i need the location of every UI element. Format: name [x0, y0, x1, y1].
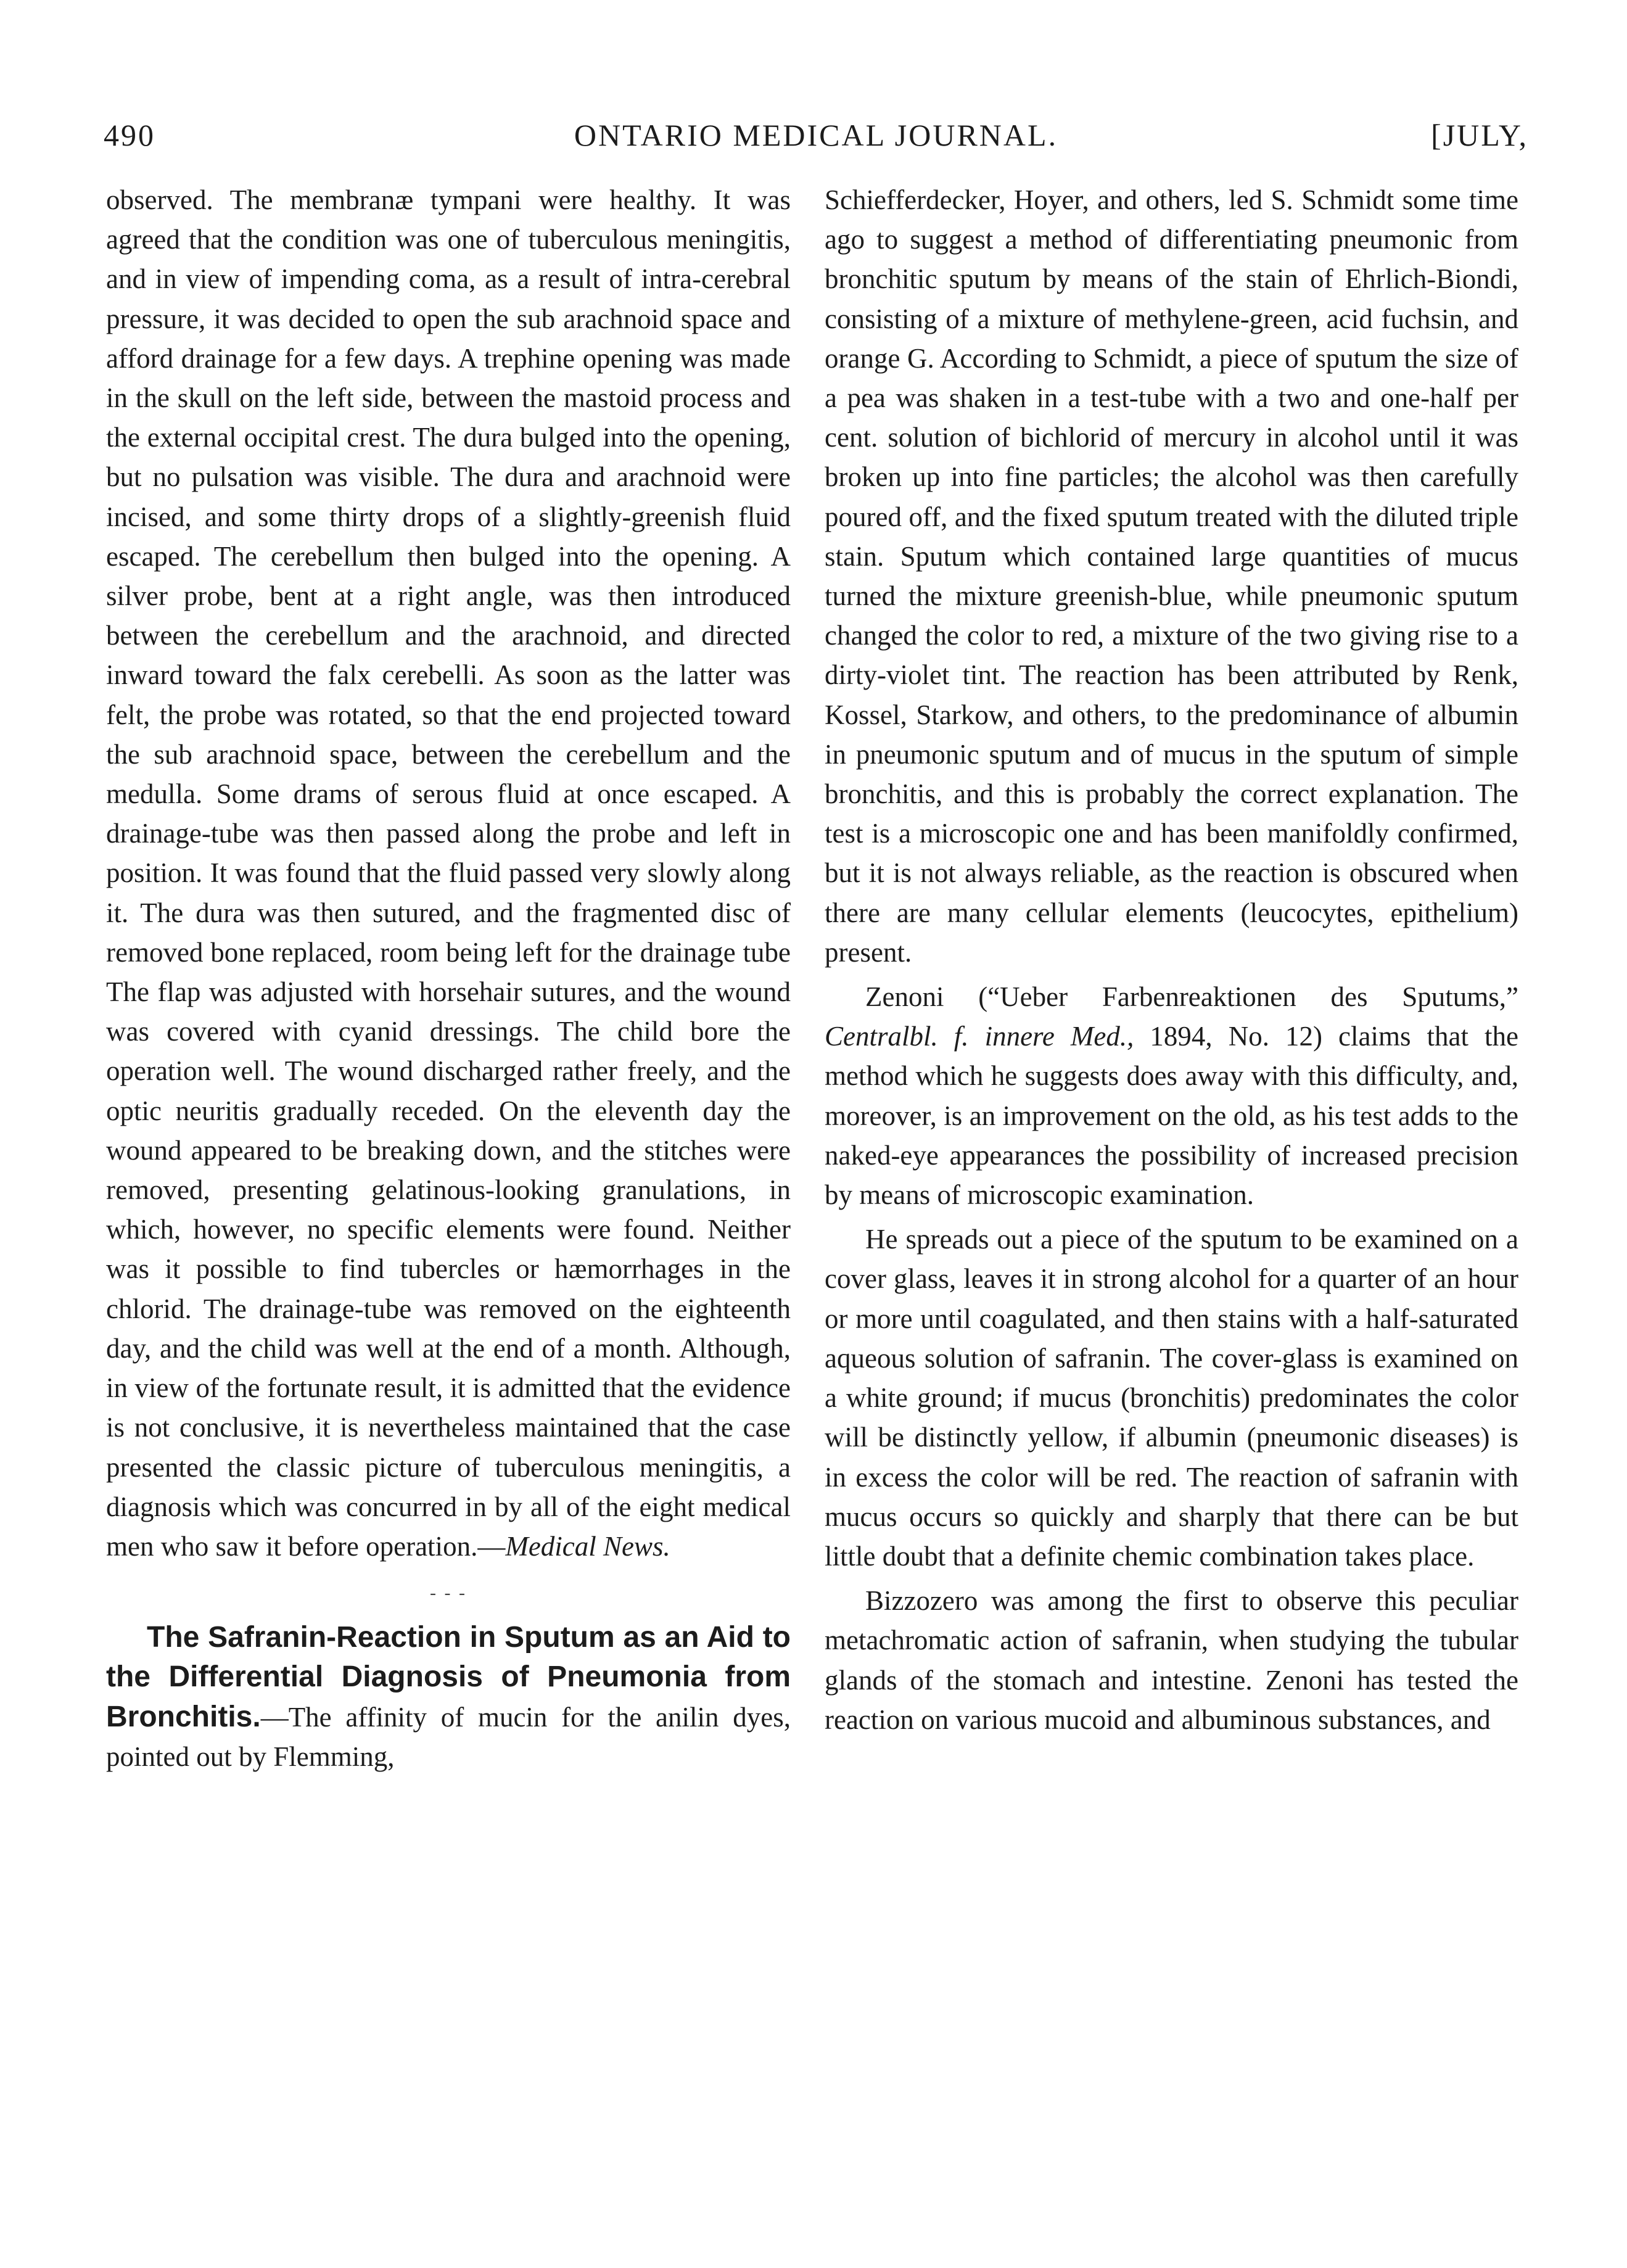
zenoni-claims-text: 1894, No. 12) claims that the method which he suggests does away with this difficulty, and, moreover, is an improvement on the old, as his test adds to the naked-eye appearances the possibility of increased precision by means of microscopic examination.	[825, 1021, 1519, 1211]
zenoni-citation: Zenoni (“Ueber Farbenreaktionen des Sputums,”	[865, 981, 1518, 1013]
paragraph-safranin-method: He spreads out a piece of the sputum to be examined on a cover glass, leaves it in strong alcohol for a quarter of an hour or more until coagulated, and then stains with a half-saturated aqueous solution of safranin. The cover-glass is examined on a white ground; if mucus (bronchitis) predominates the color will be distinctly yellow, if albumin (pneumonic diseases) is in excess the color will be red. The reaction of safranin with mucus occurs so quickly and sharply that there can be but little doubt that a definite chemic combination takes place.	[825, 1224, 1518, 1572]
article-title: The Safranin-Reaction in Sputum as an Aid to the Differential Diagnosis of Pneumonia from Bronchitis.	[106, 1621, 791, 1733]
issue-month: [JULY,	[1431, 118, 1528, 152]
journal-citation: Centralbl. f. innere Med.,	[825, 1021, 1134, 1052]
paragraph-schmidt-method: Schiefferdecker, Hoyer, and others, led S. Schmidt some time ago to suggest a method of differentiating pneumonic from bronchitic sputum by means of the stain of Ehrlich-Biondi, consisting of a mixture of methylene-green, acid fuchsin, and orange G. According to Schmidt, a piece of sputum the size of a pea was shaken in a test-tube with a two and one-half per cent. solution of bichlorid of mercury in alcohol until it was broken up into fine particles; the alcohol was then carefully poured off, and the fixed sputum treated with the diluted triple stain. Sputum which contained large quantities of mucus turned the mixture greenish-blue, while pneumonic sputum changed the color to red, a mixture of the two giving rise to a dirty-violet tint. The reaction has been attributed by Renk, Kossel, Starkow, and others, to the predominance of albumin in pneumonic sputum and of mucus in the sputum of simple bronchitis, and this is probably the correct explanation. The test is a microscopic one and has been manifoldly confirmed, but it is not always reliable, as the reaction is obscured when there are many cellular elements (leucocytes, epithelium) present.	[825, 184, 1518, 968]
article-opening-paragraph	[106, 1618, 791, 1776]
article-title-dash: —	[260, 1701, 289, 1733]
paragraph-zenoni-claims	[825, 977, 1518, 1214]
article-separator: - - -	[430, 1583, 467, 1604]
left-column	[106, 180, 791, 1776]
article-opening-text: The affinity of mucin for the anilin dyes, pointed out by Flemming,	[106, 1701, 791, 1772]
case-report-text: observed. The membranæ tympani were healthy. It was agreed that the condition was one of tuberculous meningitis, and in view of impending coma, as a result of intra-cerebral pressure, it was decided to open the sub arachnoid space and afford drainage for a few days. A trephine opening was made in the skull on the left side, between the mastoid process and the external occipital crest. The dura bulged into the opening, but no pulsation was visible. The dura and arachnoid were incised, and some thirty drops of a slightly-greenish fluid escaped. The cerebellum then bulged into the opening. A silver probe, bent at a right angle, was then introduced between the cerebellum and the arachnoid, and directed inward toward the falx cerebelli. As soon as the latter was felt, the probe was rotated, so that the end projected toward the sub arachnoid space, between the cerebellum and the medulla. Some drams of serous fluid at once escaped. A drainage-tube was then passed along the probe and left in position. It was found that the fluid passed very slowly along it. The dura was then sutured, and the fragmented disc of removed bone replaced, room being left for the drainage tube The flap was adjusted with horsehair sutures, and the wound was covered with cyanid dressings. The child bore the operation well. The wound discharged rather freely, and the optic neuritis gradually receded. On the eleventh day the wound appeared to be breaking down, and the stitches were removed, presenting gelatinous-looking granulations, in which, however, no specific elements were found. Neither was it possible to find tubercles or hæmorrhages in the chlorid. The drainage-tube was removed on the eighteenth day, and the child was well at the end of a month. Although, in view of the fortunate result, it is admitted that the evidence is not conclusive, it is nevertheless maintained that the case presented the classic picture of tuberculous meningitis, a diagnosis which was concurred in by all of the eight medical men who saw it before operation.	[106, 184, 791, 1562]
journal-title: ONTARIO MEDICAL JOURNAL.	[574, 118, 1058, 152]
case-source: Medical News.	[505, 1530, 670, 1562]
case-report-paragraph	[106, 180, 791, 1566]
page-number: 490	[104, 118, 155, 152]
right-column	[825, 180, 1518, 1739]
running-header	[104, 117, 1528, 173]
paragraph-bizzozero: Bizzozero was among the first to observe this peculiar metachromatic action of safranin, when studying the tubular glands of the stomach and intestine. Zenoni has tested the reaction on various mucoid and albuminous substances, and	[825, 1585, 1518, 1735]
case-source-dash: —	[477, 1530, 506, 1562]
